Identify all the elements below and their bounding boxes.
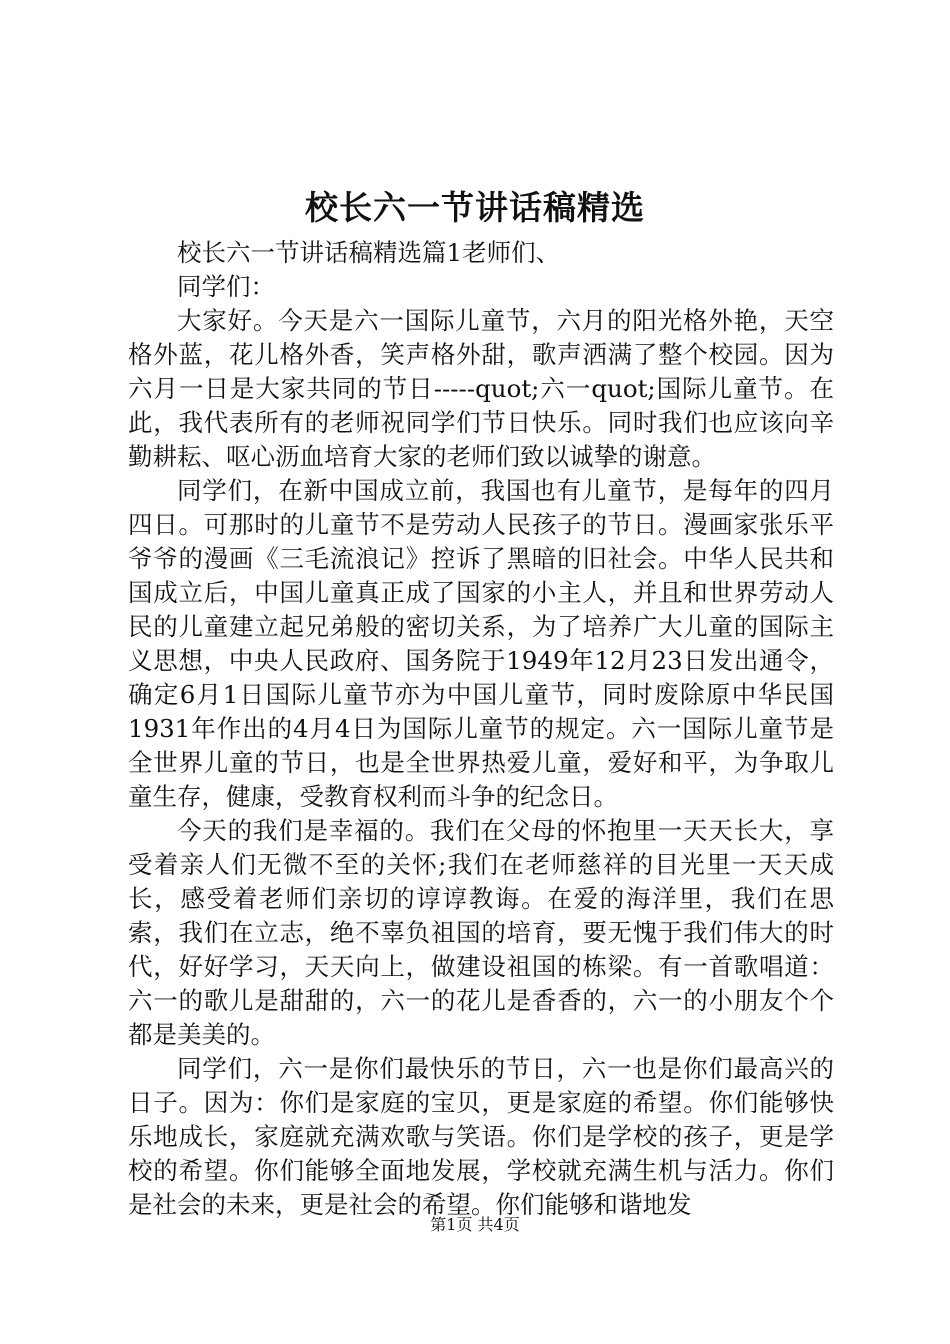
page-title: 校长六一节讲话稿精选 (305, 188, 645, 227)
paragraph: 大家好。今天是六一国际儿童节，六月的阳光格外艳，天空格外蓝，花儿格外香，笑声格外甜，歌声洒满了整个校园。因为六月一日是大家共同的节日-----quot;六一quot;国际儿童节。在此，我代表所有的老师祝同学们节日快乐。同时我们也应该向辛勤耕耘、呕心沥血培育大家的老师们致以诚挚的谢意。 (128, 306, 834, 471)
paragraph: 同学们，六一是你们最快乐的节日，六一也是你们最高兴的日子。因为：你们是家庭的宝贝，更是家庭的希望。你们能够快乐地成长，家庭就充满欢歌与笑语。你们是学校的孩子，更是学校的希望。你们能够全面地发展，学校就充满生机与活力。你们是社会的未来，更是社会的希望。你们能够和谐地发 (128, 1054, 834, 1219)
paragraph: 今天的我们是幸福的。我们在父母的怀抱里一天天长大，享受着亲人们无微不至的关怀;我们在老师慈祥的目光里一天天成长，感受着老师们亲切的谆谆教诲。在爱的海洋里，我们在思索，我们在立志，绝不辜负祖国的培育，要无愧于我们伟大的时代，好好学习，天天向上，做建设祖国的栋梁。有一首歌唱道：六一的歌儿是甜甜的，六一的花儿是香香的，六一的小朋友个个都是美美的。 (128, 816, 834, 1049)
paragraph: 同学们： (177, 272, 275, 301)
paragraph: 同学们，在新中国成立前，我国也有儿童节，是每年的四月四日。可那时的儿童节不是劳动人民孩子的节日。漫画家张乐平爷爷的漫画《三毛流浪记》控诉了黑暗的旧社会。中华人民共和国成立后，中国儿童真正成了国家的小主人，并且和世界劳动人民的儿童建立起兄弟般的密切关系，为了培养广大儿童的国际主义思想，中央人民政府、国务院于1949年12月23日发出通令，确定6月1日国际儿童节亦为中国儿童节，同时废除原中华民国1931年作出的4月4日为国际儿童节的规定。六一国际儿童节是全世界儿童的节日，也是全世界热爱儿童，爱好和平，为争取儿童生存，健康，受教育权利而斗争的纪念日。 (128, 476, 834, 811)
page-footer: 第1页 共4页 (430, 1215, 520, 1234)
document-body (128, 236, 834, 1222)
paragraph: 校长六一节讲话稿精选篇1老师们、 (177, 238, 561, 267)
